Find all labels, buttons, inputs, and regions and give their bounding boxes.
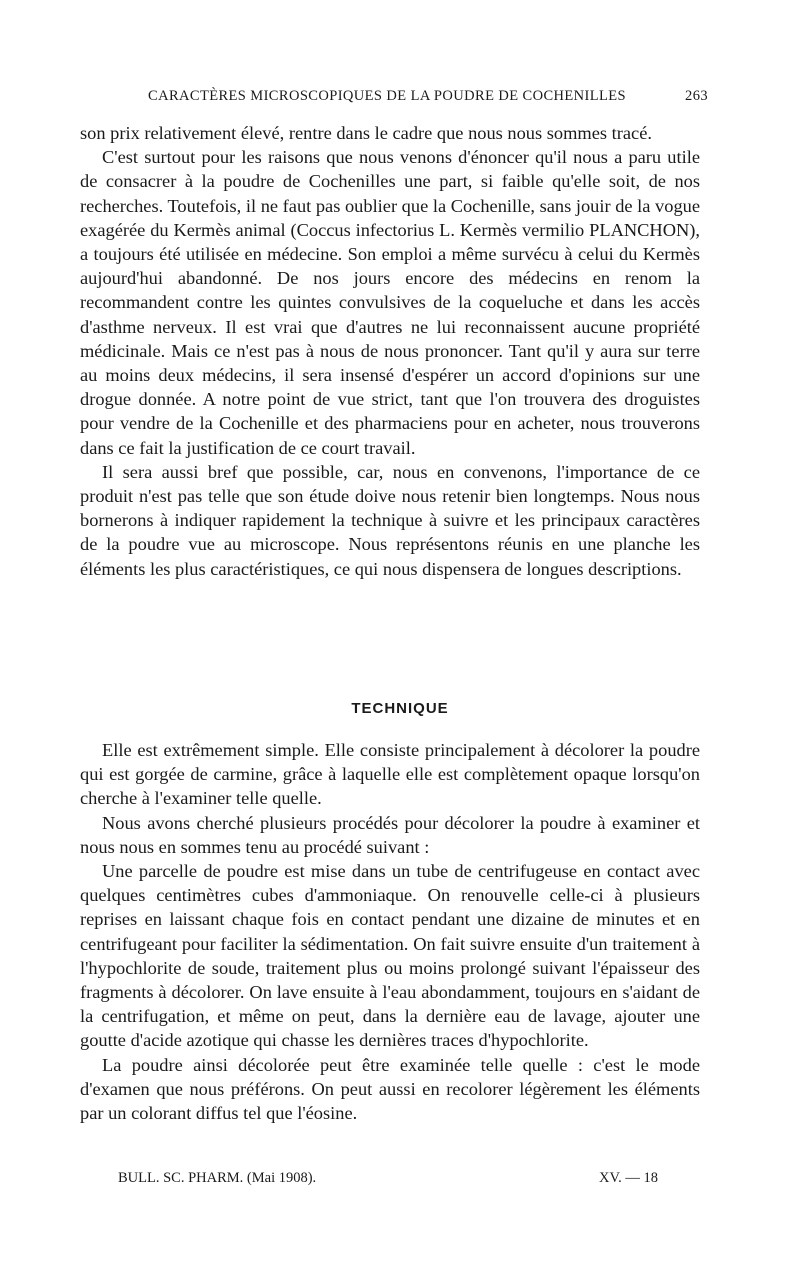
paragraph: Nous avons cherché plusieurs procédés pour décolorer la poudre à examiner et nous nous en sommes tenu au procédé suivant : [80, 812, 700, 857]
paragraph: La poudre ainsi décolorée peut être examinée telle quelle : c'est le mode d'examen que nous préférons. On peut aussi en recolorer légèrement les éléments par un colorant diffus tel que l'éosine. [80, 1054, 700, 1124]
signature-mark: XV. — 18 [599, 1170, 658, 1186]
journal-reference: BULL. SC. PHARM. (Mai 1908). [118, 1170, 317, 1186]
paragraph: Il sera aussi bref que possible, car, nous en convenons, l'importance de ce produit n'est pas telle que son étude doive nous retenir bien longtemps. Nous nous bornerons à indiquer rapidement la technique à suivre et les principaux caractères de la poudre vue au microscope. Nous représentons réunis en une planche les éléments les plus caractéristiques, ce qui nous dispensera de longues descriptions. [80, 461, 700, 579]
paragraph: son prix relativement élevé, rentre dans le cadre que nous nous sommes tracé. [80, 123, 652, 143]
paragraph: C'est surtout pour les raisons que nous venons d'énoncer qu'il nous a paru utile de consacrer à la poudre de Cochenilles une part, si faible qu'elle soit, de nos recherches. Toutefois, il ne faut pas oublier que la Cochenille, sans jouir de la vogue exagérée du Kermès animal (Coccus infectorius L. Kermès vermilio PLANCHON), a toujours été utilisée en médecine. Son emploi a même survécu à celui du Kermès aujourd'hui abandonné. De nos jours encore des médecins en renom la recommandent contre les quintes convulsives de la coqueluche et dans les accès d'asthme nerveux. Il est vrai que d'autres ne lui reconnaissent aucune propriété médicinale. Mais ce n'est pas à nous de nous prononcer. Tant qu'il y aura sur terre au moins deux médecins, il sera insensé d'espérer un accord d'opinions sur une drogue donnée. A notre point de vue strict, tant que l'on trouvera des droguistes pour vendre de la Cochenille et des pharmaciens pour en acheter, nous trouverons dans ce fait la justification de ce court travail. [80, 147, 700, 458]
paragraph: Une parcelle de poudre est mise dans un tube de centrifugeuse en contact avec quelques centimètres cubes d'ammoniaque. On renouvelle celle-ci à plusieurs reprises en laissant chaque fois en contact pendant une dizaine de minutes et en centrifugeant pour faciliter la sédimentation. On fait suivre ensuite d'un traitement à l'hypochlorite de soude, traitement plus ou moins prolongé suivant l'épaisseur des fragments à décolorer. On lave ensuite à l'eau abondamment, toujours en s'aidant de la centrifugation, et même on peut, dans la dernière eau de lavage, ajouter une goutte d'acide azotique qui chasse les dernières traces d'hypochlorite. [80, 861, 700, 1051]
page-number: 263 [685, 88, 708, 104]
section-heading: TECHNIQUE [351, 700, 449, 717]
page-footer [118, 1170, 658, 1192]
body-text-top [80, 121, 700, 581]
body-text-technique [80, 738, 700, 1125]
paragraph: Elle est extrêmement simple. Elle consiste principalement à décolorer la poudre qui est gorgée de carmine, grâce à laquelle elle est complètement opaque lorsqu'on cherche à l'examiner telle quelle. [80, 740, 700, 809]
running-title: CARACTÈRES MICROSCOPIQUES DE LA POUDRE DE COCHENILLES [148, 88, 626, 104]
running-header [148, 88, 708, 110]
